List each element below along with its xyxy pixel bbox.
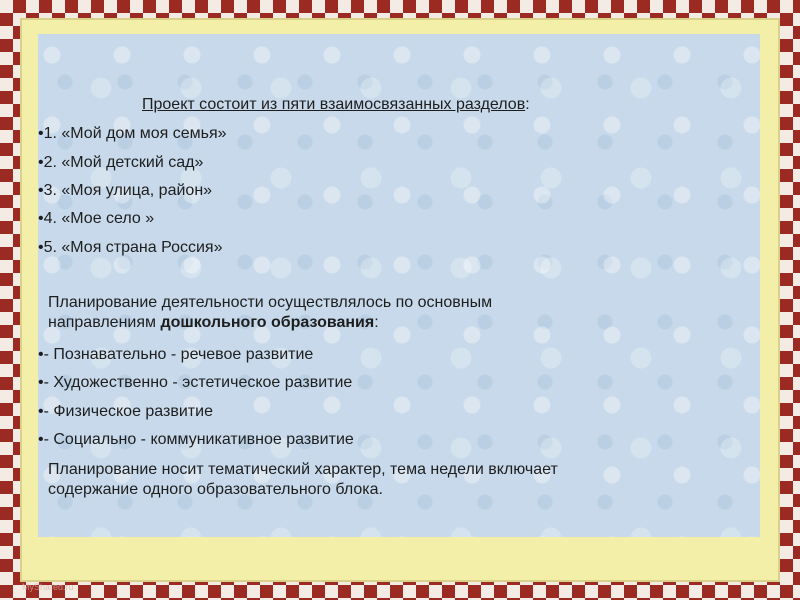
planning-intro-line2: направлениям [48, 314, 161, 331]
section-item-5: •5. «Моя страна Россия» [38, 239, 223, 256]
title-text: Проект состоит из пяти взаимосвязанных разделов [142, 96, 526, 113]
closing-line-1: Планирование носит тематический характер, тема недели включает [48, 461, 558, 478]
direction-item-1: •- Познавательно - речевое развитие [38, 346, 314, 363]
section-item-3: •3. «Моя улица, район» [38, 182, 213, 199]
section-item-1: •1. «Мой дом моя семья» [38, 125, 227, 142]
closing-paragraph [48, 460, 728, 500]
slide-title [142, 96, 702, 114]
section-item-4: •4. «Мое село » [38, 210, 155, 227]
direction-item-4: •- Социально - коммуникативное развитие [38, 431, 354, 448]
section-item-2: •2. «Мой детский сад» [38, 154, 204, 171]
planning-intro-line1: Планирование деятельности осуществлялось по основным [48, 294, 493, 311]
slide-content-area [38, 34, 760, 537]
planning-intro [48, 293, 728, 333]
planning-intro-colon: : [374, 314, 379, 331]
planning-intro-bold: дошкольного образования [160, 314, 375, 331]
closing-line-2: содержание одного образовательного блока. [48, 481, 383, 498]
title-colon: : [525, 96, 530, 113]
direction-item-2: •- Художественно - эстетическое развитие [38, 374, 353, 391]
direction-item-3: •- Физическое развитие [38, 403, 213, 420]
watermark: MyShared.ru [22, 582, 74, 592]
